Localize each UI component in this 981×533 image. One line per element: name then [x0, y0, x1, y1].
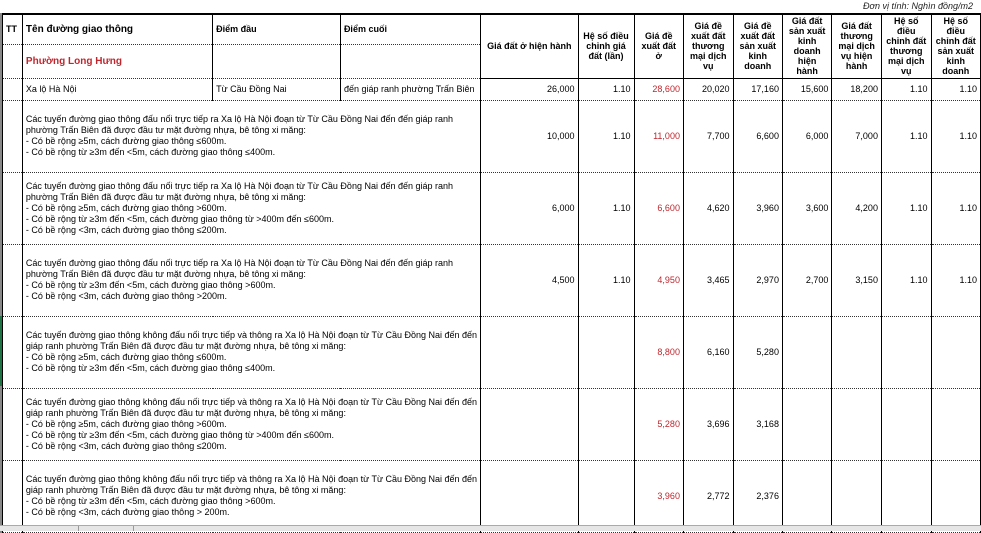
description-line: giáp ranh phường Trấn Biên đã được đầu tư mặt đường nhựa, bê tông xi măng: [25, 407, 346, 418]
description-line: - Có bề rộng từ ≥3m đến <5m, cách đường giao thông >600m. [25, 280, 276, 290]
sheet-tab[interactable] [133, 526, 134, 531]
value-cell[interactable] [881, 316, 931, 388]
road-description[interactable] [22, 316, 480, 388]
value-cell[interactable]: 26,000 [481, 78, 579, 100]
table-row [3, 172, 981, 244]
description-line: Các tuyến đường giao thông đấu nối trực tiếp ra Xa lộ Hà Nội đoạn từ Từ Cầu Đồng Nai đến đến giáp ranh [25, 114, 454, 124]
header-current-com: Giá đất thương mại dịch vụ hiện hành [832, 14, 882, 78]
value-cell[interactable]: 1.10 [881, 172, 931, 244]
value-cell[interactable]: 6,160 [683, 316, 733, 388]
value-cell[interactable] [782, 460, 831, 532]
value-cell[interactable]: 18,200 [832, 78, 882, 100]
value-cell[interactable]: 3,600 [782, 172, 831, 244]
price-table [2, 13, 981, 533]
description-line: phường Trấn Biên đã được đầu tư mặt đường nhựa, bê tông xi măng: [25, 125, 306, 135]
description-line: - Có bề rộng ≥5m, cách đường giao thông ≤600m. [25, 136, 227, 146]
value-cell[interactable]: 3,465 [683, 244, 733, 316]
value-cell[interactable]: 1.10 [931, 172, 980, 244]
description-line: giáp ranh phường Trấn Biên đã được đầu tư mặt đường nhựa, bê tông xi măng: [25, 341, 346, 351]
header-adj-coef: Hệ số điều chỉnh giá đất (lần) [578, 14, 634, 78]
value-cell[interactable] [578, 460, 634, 532]
tt-cell [3, 460, 23, 532]
value-cell[interactable] [832, 388, 882, 460]
value-cell[interactable]: 3,150 [832, 244, 882, 316]
value-cell[interactable]: 11,000 [634, 100, 683, 172]
value-cell[interactable]: 4,620 [683, 172, 733, 244]
description-line: Các tuyến đường giao thông không đấu nối trực tiếp và thông ra Xa lộ Hà Nội đoạn từ Từ Cầu Đồng Nai đến đến [25, 396, 478, 407]
value-cell[interactable]: 5,280 [733, 316, 782, 388]
value-cell[interactable]: 3,168 [733, 388, 782, 460]
description-line: - Có bề rộng <3m, cách đường giao thông >200m. [25, 291, 227, 301]
value-cell[interactable] [931, 460, 980, 532]
value-cell[interactable]: 3,960 [733, 172, 782, 244]
header-coef-com: Hệ số điều chỉnh đất thương mại dịch vụ [881, 14, 931, 78]
header-proposed-res: Giá đề xuất đất ở [634, 14, 683, 78]
description-line: - Có bề rộng ≥5m, cách đường giao thông ≤600m. [25, 352, 227, 362]
description-line: - Có bề rộng <3m, cách đường giao thông ≤200m. [25, 224, 227, 235]
value-cell[interactable] [782, 316, 831, 388]
section-tt-cell [3, 44, 23, 78]
description-line: - Có bề rộng <3m, cách đường giao thông > 200m. [25, 507, 230, 517]
value-cell[interactable]: 5,280 [634, 388, 683, 460]
table-row [3, 244, 981, 316]
value-cell[interactable] [481, 316, 579, 388]
description-line: - Có bề rộng ≥5m, cách đường giao thông >600m. [25, 202, 227, 213]
table-row [3, 100, 981, 172]
road-description[interactable] [22, 460, 480, 532]
section-empty-cell [213, 44, 341, 78]
value-cell[interactable] [881, 388, 931, 460]
start-point[interactable]: Từ Cầu Đồng Nai [213, 78, 341, 100]
value-cell[interactable]: 15,600 [782, 78, 831, 100]
tt-cell [3, 316, 23, 388]
value-cell[interactable]: 3,960 [634, 460, 683, 532]
tt-cell [3, 388, 23, 460]
value-cell[interactable] [931, 316, 980, 388]
value-cell[interactable]: 1.10 [931, 244, 980, 316]
tt-cell [3, 100, 23, 172]
description-line: phường Trấn Biên đã được đầu tư mặt đường nhựa, bê tông xi măng: [25, 269, 306, 279]
tt-cell [3, 78, 23, 100]
header-name: Tên đường giao thông [22, 14, 212, 44]
header-coef-prod: Hệ số điều chỉnh đất sản xuất kinh doanh [931, 14, 980, 78]
header-tt: TT [3, 14, 23, 44]
description-line: - Có bề rộng từ ≥3m đến <5m, cách đường giao thông từ >400m đến ≤600m. [25, 213, 334, 224]
description-line: - Có bề rộng từ ≥3m đến <5m, cách đường giao thông ≤400m. [25, 363, 276, 373]
section-empty-cell [340, 44, 480, 78]
table-row [3, 460, 981, 532]
description-line: giáp ranh phường Trấn Biên đã được đầu tư mặt đường nhựa, bê tông xi măng: [25, 485, 346, 495]
value-cell[interactable]: 1.10 [578, 100, 634, 172]
value-cell[interactable] [931, 388, 980, 460]
description-line: Các tuyến đường giao thông không đấu nối trực tiếp và thông ra Xa lộ Hà Nội đoạn từ Từ Cầu Đồng Nai đến đến [25, 474, 478, 484]
value-cell[interactable]: 20,020 [683, 78, 733, 100]
description-line: - Có bề rộng <3m, cách đường giao thông ≤200m. [25, 440, 227, 451]
end-point[interactable]: đến giáp ranh phường Trấn Biên [340, 78, 480, 100]
value-cell[interactable]: 1.10 [578, 172, 634, 244]
value-cell[interactable]: 1.10 [881, 100, 931, 172]
description-line: Các tuyến đường giao thông đấu nối trực tiếp ra Xa lộ Hà Nội đoạn từ Từ Cầu Đồng Nai đến đến giáp ranh [25, 180, 454, 191]
description-line: Các tuyến đường giao thông không đấu nối trực tiếp và thông ra Xa lộ Hà Nội đoạn từ Từ Cầu Đồng Nai đến đến [25, 330, 478, 340]
value-cell[interactable] [832, 316, 882, 388]
value-cell[interactable]: 6,000 [481, 172, 579, 244]
value-cell[interactable]: 1.10 [931, 100, 980, 172]
header-proposed-com: Giá đề xuất đất thương mại dịch vụ [683, 14, 733, 78]
value-cell[interactable]: 2,772 [683, 460, 733, 532]
value-cell[interactable] [481, 460, 579, 532]
description-line: - Có bề rộng từ ≥3m đến <5m, cách đường giao thông >600m. [25, 496, 276, 506]
value-cell[interactable]: 6,600 [733, 100, 782, 172]
table-row [3, 388, 981, 460]
description-line: - Có bề rộng từ ≥3m đến <5m, cách đường giao thông ≤400m. [25, 147, 276, 157]
section-title: Phường Long Hưng [22, 44, 212, 78]
sheet-tab-bar [0, 525, 981, 531]
value-cell[interactable] [481, 388, 579, 460]
tt-cell [3, 244, 23, 316]
value-cell[interactable]: 1.10 [881, 78, 931, 100]
header-current-price: Giá đất ở hiện hành [481, 14, 579, 78]
table-row-main [3, 78, 981, 100]
sheet-tab[interactable] [78, 526, 79, 531]
road-name[interactable]: Xa lộ Hà Nội [22, 78, 212, 100]
road-description[interactable] [22, 100, 480, 172]
description-line: - Có bề rộng từ ≥3m đến <5m, cách đường giao thông từ >400m đến ≤600m. [25, 429, 334, 440]
road-description[interactable] [22, 388, 480, 460]
value-cell[interactable] [832, 460, 882, 532]
header-proposed-prod: Giá đề xuất đất sản xuất kinh doanh [733, 14, 782, 78]
value-cell[interactable]: 10,000 [481, 100, 579, 172]
value-cell[interactable]: 4,950 [634, 244, 683, 316]
value-cell[interactable]: 2,700 [782, 244, 831, 316]
value-cell[interactable]: 28,600 [634, 78, 683, 100]
description-line: - Có bề rộng ≥5m, cách đường giao thông >600m. [25, 418, 227, 429]
value-cell[interactable]: 6,600 [634, 172, 683, 244]
header-current-prod: Giá đất sản xuất kinh doanh hiện hành [782, 14, 831, 78]
value-cell[interactable] [782, 388, 831, 460]
header-start: Điểm đầu [213, 14, 341, 44]
value-cell[interactable]: 8,800 [634, 316, 683, 388]
value-cell[interactable]: 1.10 [931, 78, 980, 100]
value-cell[interactable]: 7,000 [832, 100, 882, 172]
value-cell[interactable] [578, 388, 634, 460]
value-cell[interactable]: 7,700 [683, 100, 733, 172]
unit-note: Đơn vị tính: Nghìn đồng/m2 [863, 1, 973, 11]
value-cell[interactable] [578, 316, 634, 388]
value-cell[interactable]: 17,160 [733, 78, 782, 100]
road-description[interactable] [22, 172, 480, 244]
road-description[interactable] [22, 244, 480, 316]
value-cell[interactable]: 2,970 [733, 244, 782, 316]
table-row [3, 316, 981, 388]
value-cell[interactable] [881, 460, 931, 532]
value-cell[interactable]: 1.10 [578, 78, 634, 100]
tt-cell [3, 172, 23, 244]
value-cell[interactable]: 4,500 [481, 244, 579, 316]
value-cell[interactable]: 2,376 [733, 460, 782, 532]
value-cell[interactable]: 1.10 [881, 244, 931, 316]
value-cell[interactable]: 6,000 [782, 100, 831, 172]
value-cell[interactable]: 4,200 [832, 172, 882, 244]
value-cell[interactable]: 3,696 [683, 388, 733, 460]
value-cell[interactable]: 1.10 [578, 244, 634, 316]
description-line: Các tuyến đường giao thông đấu nối trực tiếp ra Xa lộ Hà Nội đoạn từ Từ Cầu Đồng Nai đến đến giáp ranh [25, 258, 454, 268]
description-line: phường Trấn Biên đã được đầu tư mặt đường nhựa, bê tông xi măng: [25, 191, 306, 202]
header-end: Điểm cuối [340, 14, 480, 44]
